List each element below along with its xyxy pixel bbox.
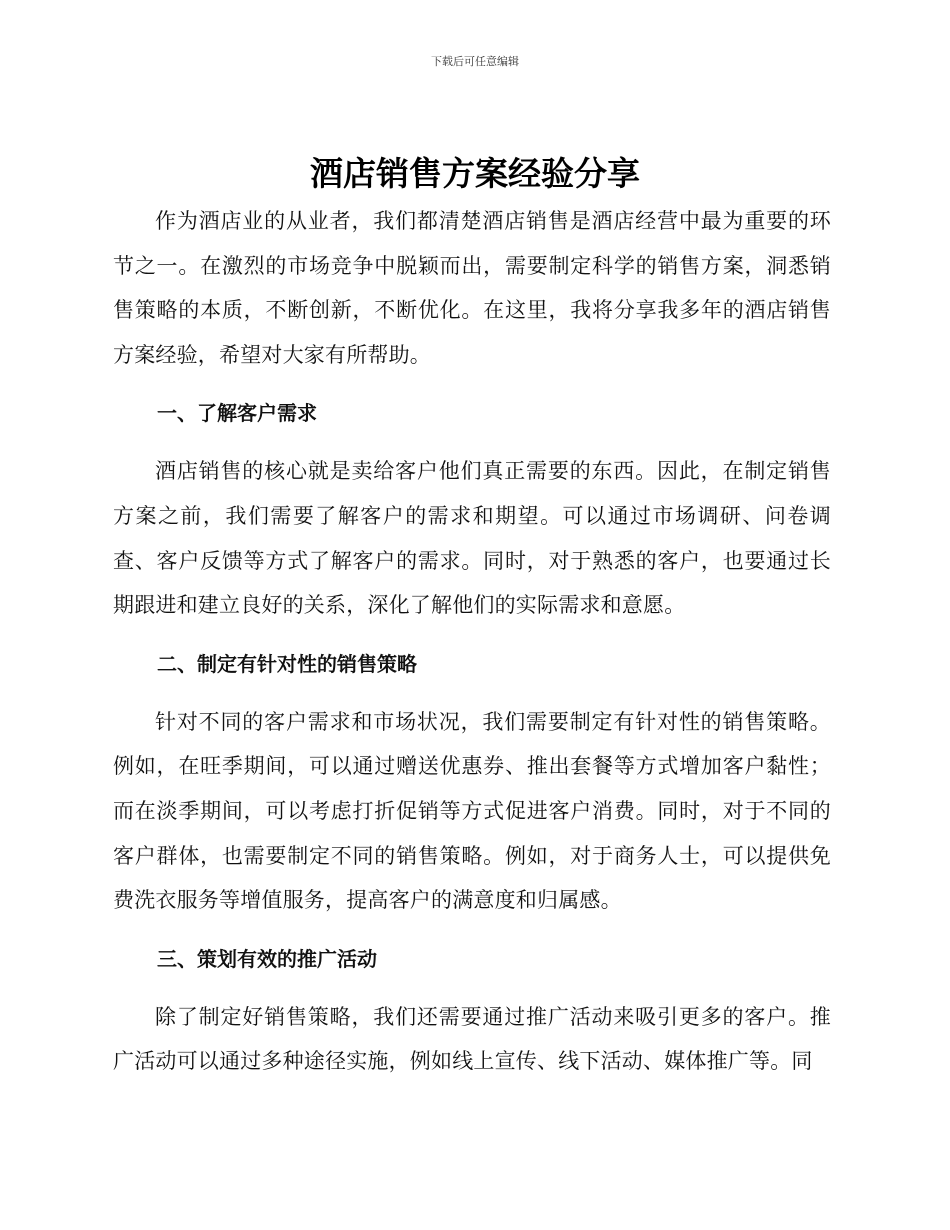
section-heading-1: 一、了解客户需求 (157, 401, 317, 426)
header-note: 下载后可任意编辑 (431, 55, 519, 68)
section-heading-3: 三、策划有效的推广活动 (157, 946, 377, 971)
intro-paragraph: 作为酒店业的从业者，我们都清楚酒店销售是酒店经营中最为重要的环节之一。在激烈的市场竞争中脱颖而出，需要制定科学的销售方案，洞悉销售策略的本质，不断创新，不断优化。在这里，我将分享我多年的酒店销售方案经验，希望对大家有所帮助。 (113, 209, 831, 367)
section-paragraph-1: 酒店销售的核心就是卖给客户他们真正需要的东西。因此，在制定销售方案之前，我们需要了解客户的需求和期望。可以通过市场调研、问卷调查、客户反馈等方式了解客户的需求。同时，对于熟悉的客户，也要通过长期跟进和建立良好的关系，深化了解他们的实际需求和意愿。 (113, 459, 831, 618)
section-paragraph-3: 除了制定好销售策略，我们还需要通过推广活动来吸引更多的客户。推广活动可以通过多种途径实施，例如线上宣传、线下活动、媒体推广等。同 (113, 1004, 831, 1074)
document-body (113, 199, 831, 1084)
document-title: 酒店销售方案经验分享 (310, 154, 640, 193)
section-paragraph-2: 针对不同的客户需求和市场状况，我们需要制定有针对性的销售策略。例如，在旺季期间，可以通过赠送优惠券、推出套餐等方式增加客户黏性；而在淡季期间，可以考虑打折促销等方式促进客户消费。同时，对于不同的客户群体，也需要制定不同的销售策略。例如，对于商务人士，可以提供免费洗衣服务等增值服务，提高客户的满意度和归属感。 (113, 709, 831, 913)
section-heading-2: 二、制定有针对性的销售策略 (157, 651, 417, 676)
